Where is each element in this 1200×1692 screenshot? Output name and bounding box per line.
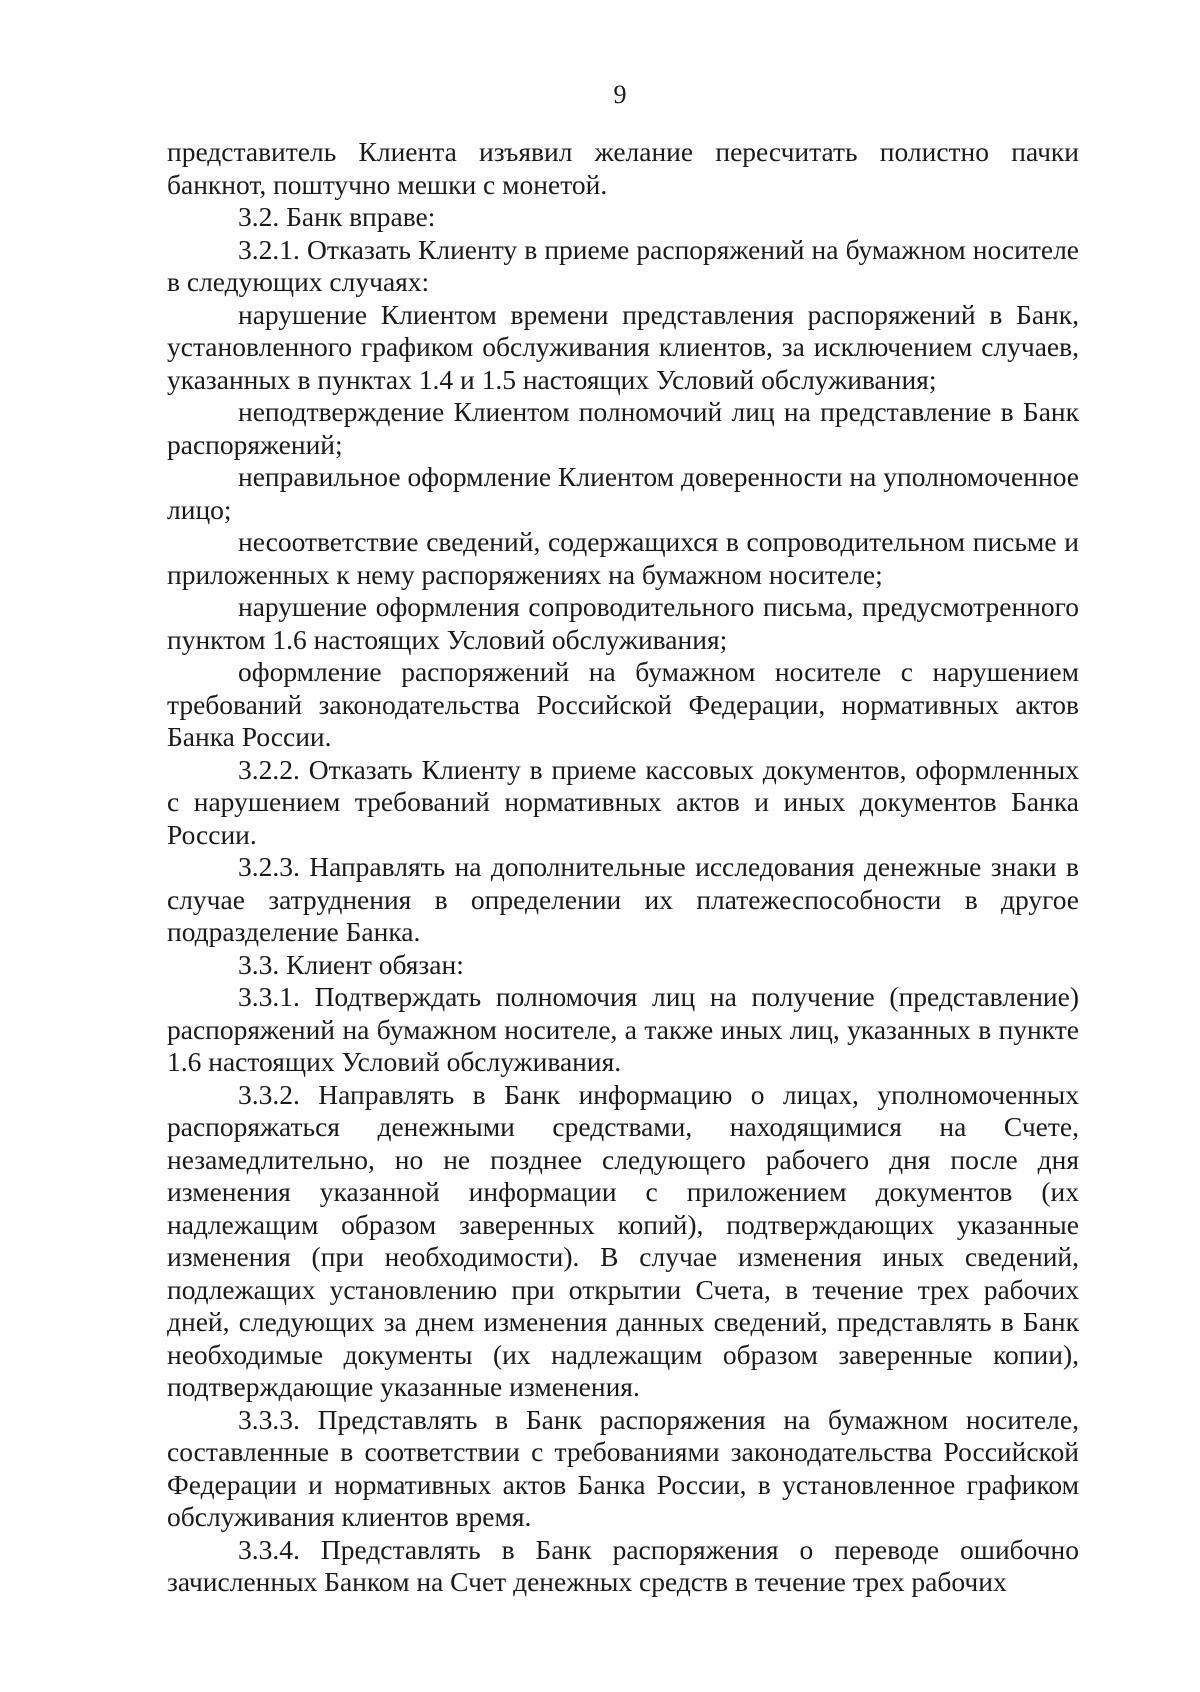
section-heading-3-3: 3.3. Клиент обязан:: [238, 948, 464, 980]
list-item-cover-letter-violation: нарушение оформления сопроводительного письма, предусмотренного пунктом 1.6 настоящих Условий обслуживания;: [167, 591, 1079, 655]
list-item-data-mismatch: несоответствие сведений, содержащихся в сопроводительном письме и приложенных к нему распоряжениях на бумажном носителе;: [167, 526, 1079, 590]
clause-3-3-2: 3.3.2. Направлять в Банк информацию о лицах, уполномоченных распоряжаться денежными средствами, находящимися на Счете, незамедлительно, но не позднее следующего рабочего дня после дня изменения указанной информации с приложением документов (их надлежащим образом заверенных копий), подтверждающих указанные изменения (при необходимости). В случае изменения иных сведений, подлежащих установлению при открытии Счета, в течение трех рабочих дней, следующих за днем изменения данных сведений, представлять в Банк необходимые документы (их надлежащим образом заверенные копии), подтверждающие указанные изменения.: [167, 1078, 1079, 1402]
clause-3-3-3: 3.3.3. Представлять в Банк распоряжения на бумажном носителе, составленные в соответствии с требованиями законодательства Российской Федерации и нормативных актов Банка России, в установленное графиком обслуживания клиентов время.: [167, 1403, 1079, 1532]
list-item-authority-unconfirmed: неподтверждение Клиентом полномочий лиц на представление в Банк распоряжений;: [167, 396, 1079, 460]
clause-3-3-1: 3.3.1. Подтверждать полномочия лиц на получение (представление) распоряжений на бумажном носителе, а также иных лиц, указанных в пункте 1.6 настоящих Условий обслуживания.: [167, 981, 1079, 1077]
list-item-power-of-attorney: неправильное оформление Клиентом доверенности на уполномоченное лицо;: [167, 461, 1079, 525]
clause-3-3-4: 3.3.4. Представлять в Банк распоряжения о переводе ошибочно зачисленных Банком на Счет денежных средств в течение трех рабочих: [167, 1533, 1079, 1597]
list-item-legislation-violation: оформление распоряжений на бумажном носителе с нарушением требований законодательства Российской Федерации, нормативных актов Банка России.: [167, 656, 1079, 752]
clause-3-2-2: 3.2.2. Отказать Клиенту в приеме кассовых документов, оформленных с нарушением требований нормативных актов и иных документов Банка России.: [167, 753, 1079, 850]
page-number: 9: [613, 80, 627, 109]
list-item-time-violation: нарушение Клиентом времени представления распоряжений в Банк, установленного графиком обслуживания клиентов, за исключением случаев, указанных в пунктах 1.4 и 1.5 настоящих Условий обслуживания;: [167, 298, 1079, 395]
document-body: [167, 136, 1079, 1599]
clause-3-2-3: 3.2.3. Направлять на дополнительные исследования денежные знаки в случае затруднения в определении их платежеспособности в другое подразделение Банка.: [167, 851, 1079, 947]
clause-3-2-1: 3.2.1. Отказать Клиенту в приеме распоряжений на бумажном носителе в следующих случаях:: [167, 233, 1079, 297]
section-heading-3-2: 3.2. Банк вправе:: [238, 201, 436, 232]
paragraph-continuation: представитель Клиента изъявил желание пересчитать полистно пачки банкнот, поштучно мешки с монетой.: [167, 136, 1079, 200]
